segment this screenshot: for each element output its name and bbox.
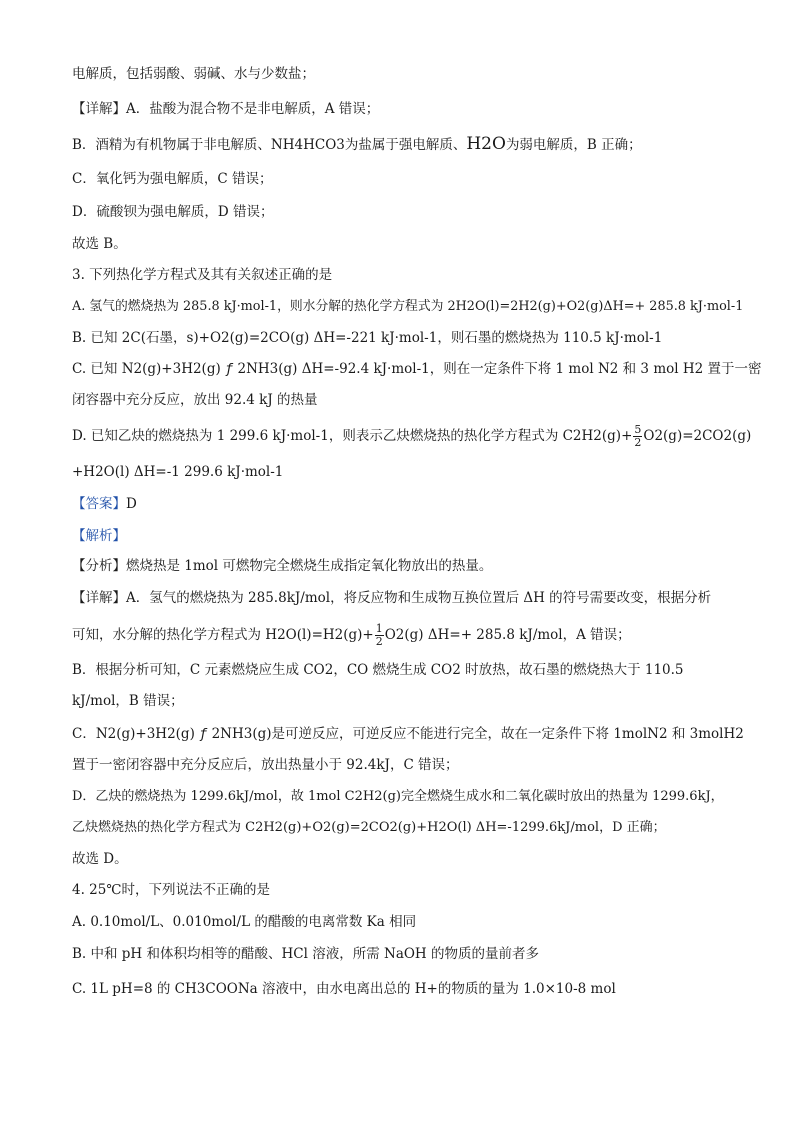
answer-value: D <box>126 496 137 512</box>
formula-nh4hco3: NH4HCO3 <box>270 137 345 153</box>
text: A．盐酸为混合物不是非电解质，A 错误； <box>126 101 380 117</box>
xiangjie-a-line <box>72 588 732 608</box>
tag-analysis: 【解析】 <box>72 528 126 544</box>
fenxi-line <box>72 556 732 576</box>
xiangjie-b-line: B．根据分析可知，C 元素燃烧应生成 CO2，CO 燃烧生成 CO2 时放热，故石墨的燃烧热大于 110.5 <box>72 662 684 678</box>
text-line: 电解质，包括弱酸、弱碱、水与少数盐； <box>72 66 315 82</box>
xiangjie-c-cont: 置于一密闭容器中充分反应后，放出热量小于 92.4kJ，C 错误； <box>72 757 459 773</box>
answer-line <box>72 494 732 514</box>
text: 燃烧热是 1mol 可燃物完全燃烧生成指定氧化物放出的热量。 <box>126 558 493 574</box>
q3-option-d-cont: +H2O(l) ΔH=-1 299.6 kJ·mol-1 <box>72 464 284 480</box>
text: 可知，水分解的热化学方程式为 H2O(l)=H2(g)+ <box>72 627 374 643</box>
tag-xiangjie: 【详解】 <box>72 590 126 606</box>
q4-option-b: B. 中和 pH 和体积均相等的醋酸、HCl 溶液，所需 NaOH 的物质的量前者多 <box>72 946 539 962</box>
q3-option-b: B. 已知 2C(石墨，s)+O2(g)=2CO(g) ΔH=-221 kJ·mol-1，则石墨的燃烧热为 110.5 kJ·mol-1 <box>72 330 663 346</box>
xiangjie-d-line: D．乙炔的燃烧热为 1299.6kJ/mol，故 1mol C2H2(g)完全燃烧生成水和二氧化碳时放出的热量为 1299.6kJ， <box>72 789 724 804</box>
equilibrium-glyph: ƒ <box>225 361 234 377</box>
text-line: 故选 D。 <box>72 851 128 867</box>
text: 为盐属于强电解质、 <box>344 137 467 153</box>
fraction-1-2: $\frac{1}{2}$ <box>375 622 383 648</box>
fraction-5-2: $\frac{5}{2}$ <box>634 423 642 449</box>
text: 2NH3(g) ΔH=-92.4 kJ·mol-1，则在一定条件下将 1 mol N2 和 3 mol H2 置于一密 <box>237 361 762 377</box>
text: O2(g)=2CO2(g) <box>643 428 752 444</box>
text: 2NH3(g)是可逆反应，可逆反应不能进行完全，故在一定条件下将 1molN2 和 3molH2 <box>211 726 744 742</box>
tag-fenxi: 【分析】 <box>72 558 126 574</box>
xiangjie-c-line <box>72 724 744 744</box>
text-line: C．氧化钙为强电解质，C 错误； <box>72 171 273 187</box>
tag-xiangjie: 【详解】 <box>72 101 126 117</box>
text-line: D．硫酸钡为强电解质，D 错误； <box>72 204 274 220</box>
q3-option-c <box>72 359 762 379</box>
q4-option-c <box>72 979 732 999</box>
q3-option-c-cont: 闭容器中充分反应，放出 92.4 kJ 的热量 <box>72 392 318 408</box>
text-line <box>72 134 732 155</box>
xiangjie-b-cont: kJ/mol，B 错误； <box>72 693 184 709</box>
text: D. 已知乙炔的燃烧热为 1 299.6 kJ·mol-1，则表示乙炔燃烧热的热化学方程式为 C2H2(g)+ <box>72 428 633 444</box>
equilibrium-glyph: ƒ <box>199 726 208 742</box>
text: B．酒精为有机物属于非电解质、 <box>72 137 271 153</box>
q3-option-d <box>72 423 752 449</box>
question-3-stem: 3. 下列热化学方程式及其有关叙述正确的是 <box>72 267 333 283</box>
text-line: 故选 B。 <box>72 236 127 252</box>
text: O2(g) ΔH=+ 285.8 kJ/mol，A 错误； <box>384 627 631 643</box>
formula-amount: 1.0×10-8 mol <box>523 981 616 997</box>
text: 为弱电解质，B 正确； <box>505 137 642 153</box>
xiangjie-a-cont <box>72 623 732 648</box>
text: C．N2(g)+3H2(g) <box>72 726 195 742</box>
text: A．氢气的燃烧热为 285.8kJ/mol，将反应物和生成物互换位置后 ΔH 的符号需要改变，根据分析 <box>126 590 712 606</box>
text: C. 1L pH=8 的 CH3COONa 溶液中，由水电离出总的 H+的物质的量为 <box>72 981 519 997</box>
text: C. 已知 N2(g)+3H2(g) <box>72 361 221 377</box>
xiangjie-d-cont: 乙炔燃烧热的热化学方程式为 C2H2(g)+O2(g)=2CO2(g)+H2O(l) ΔH=-1299.6kJ/mol，D 正确； <box>72 820 666 835</box>
q4-option-a: A. 0.10mol/L、0.010mol/L 的醋酸的电离常数 Ka 相同 <box>72 914 417 930</box>
formula-h2o: H2O <box>466 134 506 154</box>
question-4-stem: 4. 25℃时，下列说法不正确的是 <box>72 882 270 898</box>
tag-answer: 【答案】 <box>72 496 126 512</box>
q3-option-a: A. 氢气的燃烧热为 285.8 kJ·mol-1，则水分解的热化学方程式为 2H2O(l)=2H2(g)+O2(g)ΔH=+ 285.8 kJ·mol-1 <box>72 299 744 314</box>
detail-line <box>72 99 732 119</box>
